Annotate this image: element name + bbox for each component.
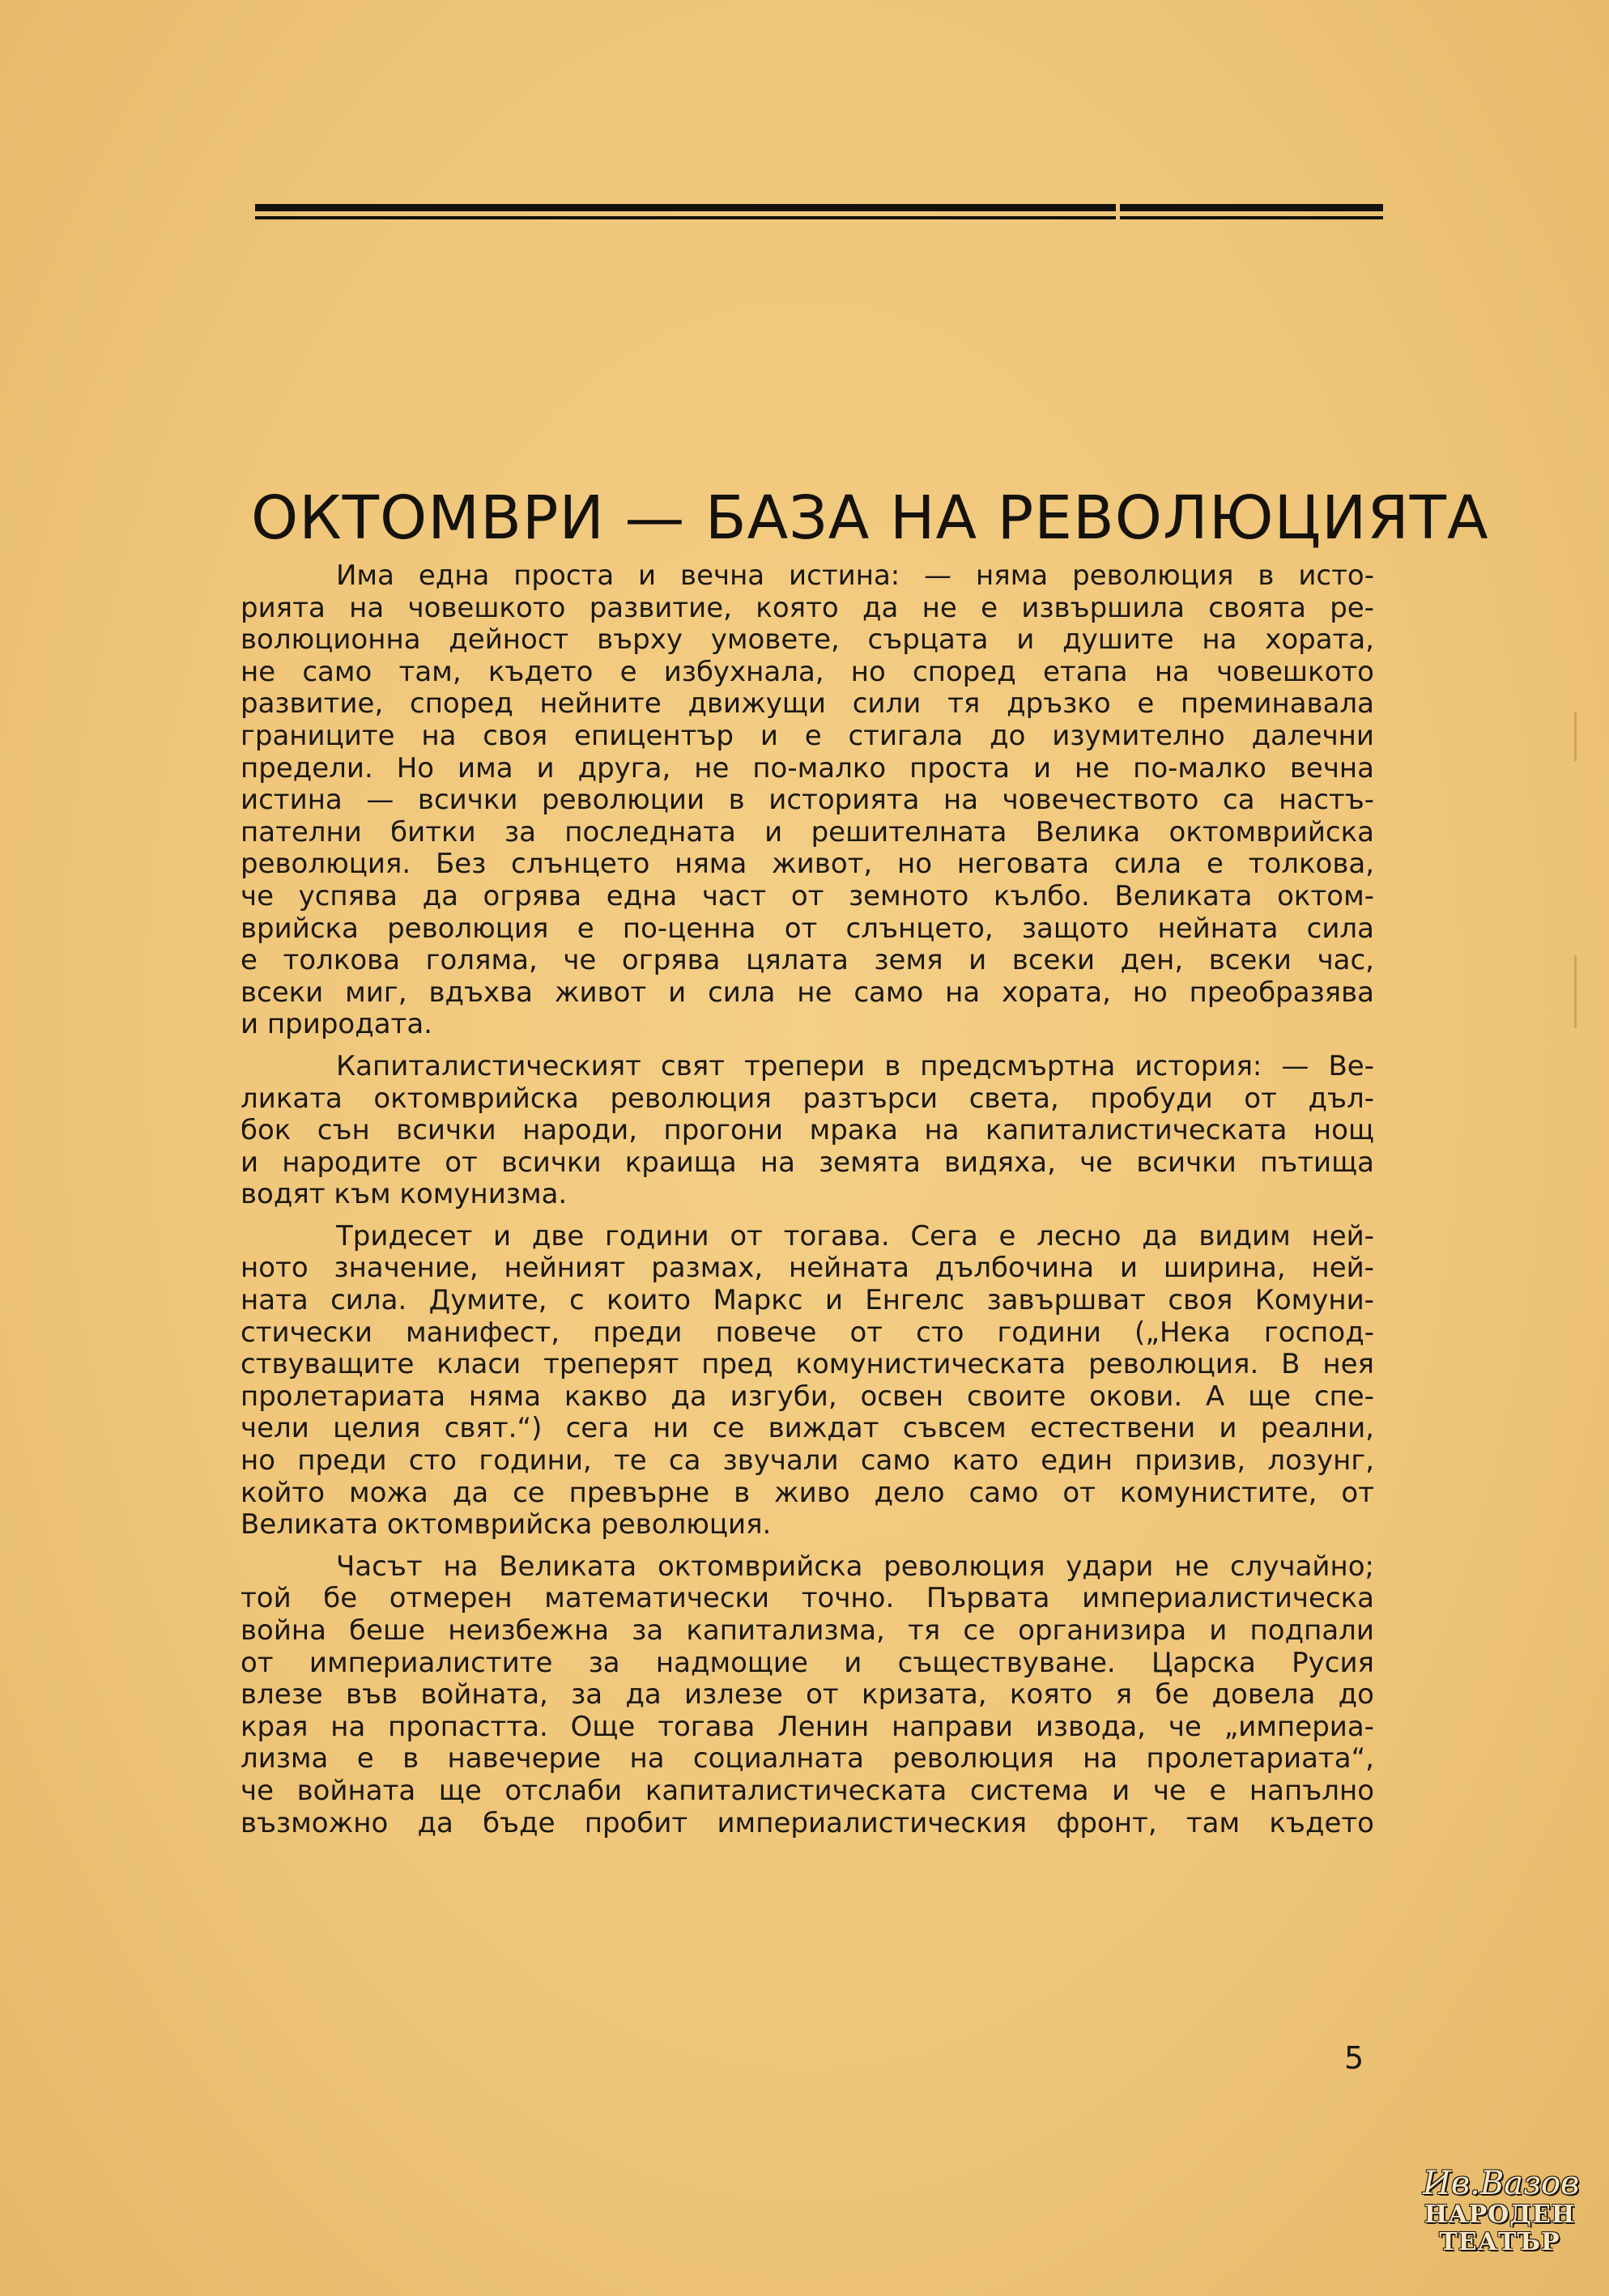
text-line: Великата октомврийска революция. bbox=[240, 1508, 772, 1541]
text-line: всеки миг, вдъхва живот и сила не само на хората, но преобразява bbox=[240, 976, 1374, 1009]
paragraph bbox=[240, 1221, 1374, 1541]
text-line: бок сън всички народи, прогони мрака на капиталистическата нощ bbox=[240, 1114, 1374, 1147]
text-line: Часът на Великата октомврийска революция удари не случайно; bbox=[336, 1550, 1374, 1583]
logo-signature: Ив.Вазов bbox=[1423, 2165, 1580, 2202]
theatre-logo bbox=[1423, 2165, 1580, 2271]
paragraph bbox=[240, 1551, 1374, 1839]
text-line: Има една проста и вечна истина: — няма революция в исто- bbox=[336, 559, 1374, 592]
text-line: лизма е в навечерие на социалната революция на пролетариата“, bbox=[240, 1742, 1374, 1775]
text-line: рията на човешкото развитие, която да не е извършила своята ре- bbox=[240, 591, 1374, 624]
text-line: и природата. bbox=[240, 1008, 432, 1041]
article-title: ОКТОМВРИ — БАЗА НА РЕВОЛЮЦИЯТА bbox=[251, 483, 1489, 553]
text-line: стически манифест, преди повече от сто години („Нека господ- bbox=[240, 1316, 1374, 1349]
article-body bbox=[240, 560, 1374, 1849]
paragraph bbox=[240, 1051, 1374, 1211]
text-line: той бе отмерен математически точно. Първата империалистическа bbox=[240, 1582, 1374, 1615]
text-line: революция. Без слънцето няма живот, но неговата сила е толкова, bbox=[240, 848, 1374, 881]
text-line: пателни битки за последната и решителната Велика октомврийска bbox=[240, 815, 1374, 848]
text-line: пролетариата няма какво да изгуби, освен своите окови. А ще спе- bbox=[240, 1380, 1374, 1413]
header-rule-thin bbox=[255, 216, 1383, 219]
text-line: истина — всички революции в историята на човечеството са настъ- bbox=[240, 784, 1374, 817]
text-line: края на пропастта. Още тогава Ленин направи извода, че „империа- bbox=[240, 1710, 1374, 1743]
text-line: границите на своя епицентър и е стигала до изумително далечни bbox=[240, 719, 1374, 752]
text-line: е толкова голяма, че огрява цялата земя и всеки ден, всеки час, bbox=[240, 944, 1374, 977]
paper-stain bbox=[1574, 955, 1577, 1028]
text-line: който можа да се превърне в живо дело само от комунистите, от bbox=[240, 1476, 1374, 1509]
text-line: Тридесет и две години от тогава. Сега е лесно да видим ней- bbox=[336, 1219, 1374, 1252]
page-number: 5 bbox=[1344, 2040, 1364, 2076]
text-line: че войната ще отслаби капиталистическата система и че е напълно bbox=[240, 1774, 1374, 1807]
logo-line-2: ТЕАТЪР bbox=[1439, 2228, 1560, 2256]
text-line: ликата октомврийска революция разтърси света, пробуди от дъл- bbox=[240, 1082, 1374, 1115]
text-line: но преди сто години, те са звучали само като един призив, лозунг, bbox=[240, 1444, 1374, 1478]
text-line: война беше неизбежна за капитализма, тя се организира и подпали bbox=[240, 1614, 1374, 1647]
logo-line-1: НАРОДЕН bbox=[1424, 2200, 1576, 2229]
text-line: чели целия свят.“) сега ни се виждат съвсем естествени и реални, bbox=[240, 1412, 1374, 1445]
text-line: от империалистите за надмощие и съществуване. Царска Русия bbox=[240, 1646, 1374, 1679]
text-line: развитие, според нейните движущи сили тя дръзко е преминавала bbox=[240, 687, 1374, 721]
text-line: възможно да бъде пробит империалистическия фронт, там където bbox=[240, 1806, 1374, 1839]
text-line: ното значение, нейният размах, нейната дълбочина и ширина, ней- bbox=[240, 1252, 1374, 1285]
text-line: влезе във войната, за да излезе от кризата, която я бе довела до bbox=[240, 1678, 1374, 1711]
text-line: врийска революция е по-ценна от слънцето, защото нейната сила bbox=[240, 912, 1374, 945]
paragraph bbox=[240, 560, 1374, 1041]
text-line: че успява да огрява една част от земното кълбо. Великата октом- bbox=[240, 879, 1374, 912]
header-rule-thick bbox=[255, 204, 1383, 211]
text-line: и народите от всички краища на земята видяха, че всички пътища bbox=[240, 1146, 1374, 1179]
text-line: волюционна дейност върху умовете, сърцата и душите на хората, bbox=[240, 623, 1374, 657]
paper-stain bbox=[1574, 712, 1577, 761]
text-line: Капиталистическият свят трепери в предсмъртна история: — Ве- bbox=[336, 1049, 1374, 1082]
text-line: не само там, където е избухнала, но според етапа на човешкото bbox=[240, 655, 1374, 688]
text-line: ната сила. Думите, с които Маркс и Енгелс завършват своя Комуни- bbox=[240, 1284, 1374, 1317]
text-line: предели. Но има и друга, не по-малко проста и не по-малко вечна bbox=[240, 751, 1374, 784]
text-line: ствуващите класи треперят пред комунистическата революция. В нея bbox=[240, 1348, 1374, 1381]
header-rule-break bbox=[1116, 202, 1120, 222]
text-line: водят към комунизма. bbox=[240, 1178, 568, 1211]
